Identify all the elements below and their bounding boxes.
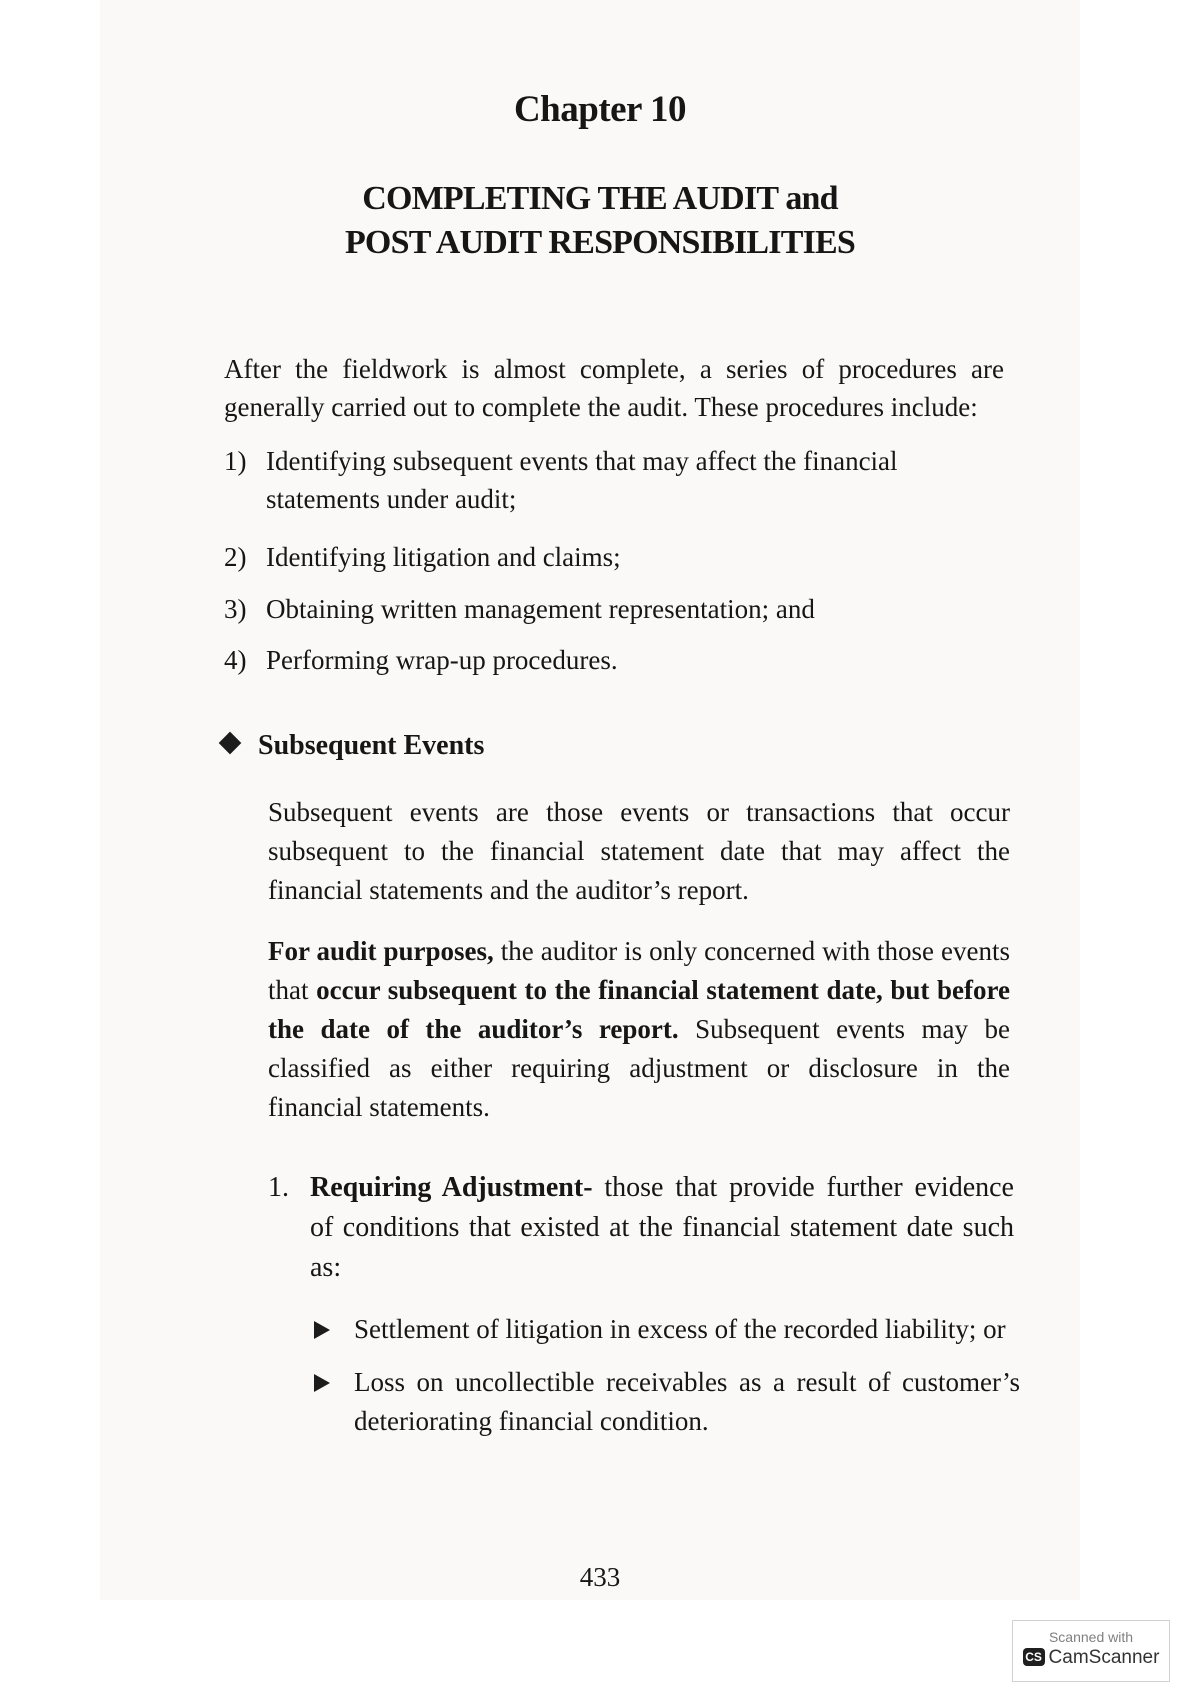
- procedure-number: 3): [224, 594, 247, 624]
- procedure-item: [224, 590, 924, 628]
- procedure-number: 1): [224, 446, 247, 476]
- procedure-item: [224, 442, 924, 518]
- section-heading: [222, 727, 484, 765]
- camscanner-logo-icon: CS: [1023, 1648, 1045, 1666]
- watermark-brand: [1013, 1647, 1169, 1669]
- procedure-item: [224, 538, 924, 576]
- example-text: Settlement of litigation in excess of the recorded liability; or: [354, 1314, 1006, 1344]
- example-text: Loss on uncollectible receivables as a result of customer’s deteriorating financial condition.: [354, 1367, 1020, 1436]
- adjustment-description: those that provide further evidence of conditions that existed at the financial statement date such as:: [310, 1172, 1014, 1283]
- emphasis-text: For audit purposes,: [268, 936, 494, 966]
- intro-paragraph: After the fieldwork is almost complete, a series of procedures are generally carried out to complete the audit. These procedures include:: [224, 354, 1004, 422]
- section-heading-text: Subsequent Events: [258, 730, 485, 761]
- body-text: the auditor is only concerned with those events that: [268, 936, 1010, 1005]
- body-text: Subsequent events may be classified as either requiring adjustment or disclosure in the financial statements.: [268, 1014, 1010, 1122]
- example-item: [314, 1363, 1020, 1441]
- chapter-title-line-2: POST AUDIT RESPONSIBILITIES: [344, 224, 856, 261]
- procedure-number: 4): [224, 645, 247, 675]
- audit-purposes-paragraph: [268, 932, 1010, 1127]
- adjustment-lead: Requiring Adjustment-: [310, 1172, 593, 1203]
- arrow-bullet-icon: [314, 1374, 330, 1392]
- procedure-text: Obtaining written management representation; and: [266, 594, 815, 624]
- adjustment-item: [268, 1168, 1014, 1288]
- procedure-number: 2): [224, 542, 247, 572]
- chapter-title-line-1: COMPLETING THE AUDIT and: [362, 180, 838, 217]
- procedure-text: Identifying litigation and claims;: [266, 542, 621, 572]
- subsequent-events-definition: Subsequent events are those events or transactions that occur subsequent to the financial statement date that may affect the financial statements and the auditor’s report.: [268, 797, 1010, 905]
- watermark-brand-name: CamScanner: [1048, 1647, 1160, 1668]
- arrow-bullet-icon: [314, 1321, 330, 1339]
- adjustment-text: [310, 1168, 1014, 1288]
- watermark-caption: Scanned with: [1048, 1629, 1134, 1645]
- procedure-text: Identifying subsequent events that may affect the financial statements under audit;: [266, 446, 898, 514]
- page-number: 433: [579, 1562, 621, 1592]
- example-item: [314, 1310, 1020, 1349]
- diamond-bullet-icon: [219, 732, 242, 755]
- chapter-label: Chapter 10: [513, 89, 687, 130]
- camscanner-watermark: [1012, 1620, 1170, 1682]
- emphasis-text: occur subsequent to the financial statement date, but before the date of the auditor’s report.: [268, 975, 1010, 1044]
- procedure-text: Performing wrap-up procedures.: [266, 645, 618, 675]
- procedure-item: [224, 641, 924, 679]
- adjustment-number: 1.: [268, 1172, 289, 1203]
